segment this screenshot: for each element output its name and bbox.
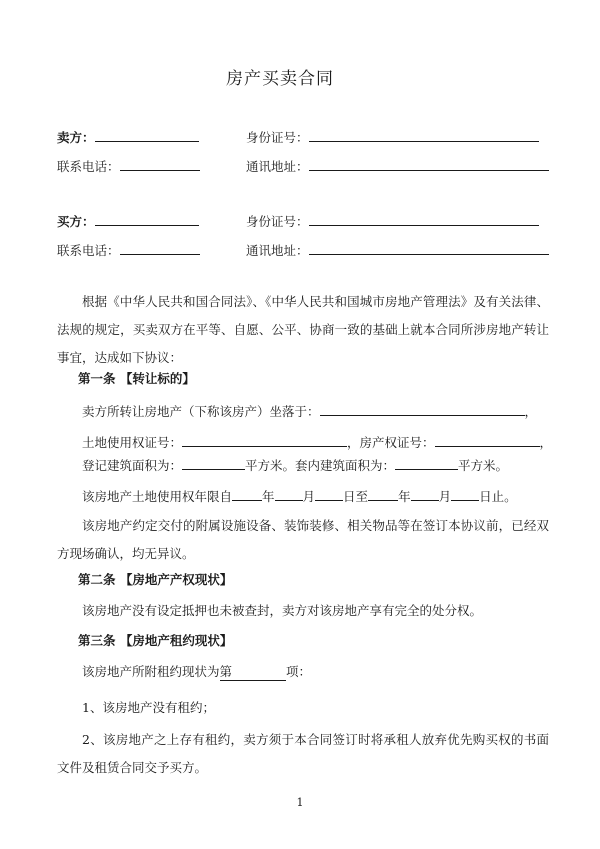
buyer-address-blank[interactable]: [309, 241, 549, 255]
property-cert-blank[interactable]: [435, 433, 540, 447]
seller-id-label: 身份证号：: [246, 130, 309, 145]
day-end-label: 日止。: [479, 489, 517, 504]
buyer-address-label: 通讯地址：: [246, 243, 309, 258]
location-label: 卖方所转让房地产（下称该房产）坐落于：: [82, 404, 320, 419]
end-day-blank[interactable]: [451, 487, 479, 501]
lease-option-2: 2、该房地产之上存有租约，卖方须于本合同签订时将承租人放弃优先购买权的书面文件及租赁合同交予买方。: [57, 732, 549, 775]
month2-label: 月: [438, 489, 452, 504]
lease-status-line: [82, 664, 311, 681]
property-cert-label: ，房产权证号：: [347, 435, 435, 450]
year1-label: 年: [262, 489, 275, 504]
seller-phone-line: [57, 157, 200, 175]
start-day-blank[interactable]: [315, 487, 343, 501]
seller-address-line: [246, 157, 549, 175]
area-label: 登记建筑面积为：: [82, 458, 183, 473]
term-prefix: 该房地产土地使用权年限自: [82, 489, 233, 504]
buyer-id-blank[interactable]: [309, 212, 539, 226]
seller-name-line: [57, 128, 199, 146]
seller-label: 卖方：: [57, 130, 95, 145]
location-blank[interactable]: [320, 402, 525, 416]
start-year-blank[interactable]: [232, 487, 262, 501]
day-to-label: 日至: [343, 489, 369, 504]
document-title: 房产买卖合同: [226, 69, 334, 89]
land-cert-label: 土地使用权证号：: [82, 435, 183, 450]
lease-di-label: 第: [219, 664, 233, 679]
buyer-phone-label: 联系电话：: [57, 243, 120, 258]
year2-label: 年: [398, 489, 411, 504]
seller-address-label: 通讯地址：: [246, 159, 309, 174]
end-month-blank[interactable]: [411, 487, 439, 501]
seller-address-blank[interactable]: [309, 157, 549, 171]
buyer-phone-blank[interactable]: [120, 241, 200, 255]
article2-heading: 第二条 【房地产产权现状】: [78, 572, 233, 587]
area-blank[interactable]: [182, 456, 245, 470]
buyer-name-blank[interactable]: [95, 212, 199, 226]
inner-area-unit: 平方米。: [458, 458, 509, 473]
attachments-paragraph: 该房地产约定交付的附属设施设备、装饰装修、相关物品等在签订本协议前，已经双方现场确认，均无异议。: [57, 518, 549, 561]
article3-heading: 第三条 【房地产租约现状】: [78, 633, 233, 648]
seller-phone-label: 联系电话：: [57, 159, 120, 174]
area-unit: 平方米。: [245, 458, 296, 473]
buyer-phone-line: [57, 241, 200, 259]
buyer-label: 买方：: [57, 214, 95, 229]
buyer-id-line: [246, 212, 539, 230]
page-number: 1: [296, 796, 304, 809]
area-line: [82, 456, 508, 474]
buyer-name-line: [57, 212, 199, 230]
seller-id-blank[interactable]: [309, 128, 539, 142]
lease-option-1: 1、该房地产没有租约；: [82, 700, 215, 715]
article1-heading: 第一条 【转让标的】: [78, 371, 195, 386]
lease-item-label: 项：: [286, 664, 312, 679]
buyer-address-line: [246, 241, 549, 259]
location-line: [82, 402, 537, 420]
inner-area-blank[interactable]: [395, 456, 458, 470]
lease-intro-prefix: 该房地产所附租约现状为: [82, 664, 220, 679]
seller-phone-blank[interactable]: [120, 157, 200, 171]
inner-area-label: 套内建筑面积为：: [295, 458, 396, 473]
lease-item-fill[interactable]: [220, 664, 287, 681]
article2-text: 该房地产没有设定抵押也未被查封，卖方对该房地产享有完全的处分权。: [82, 603, 483, 618]
land-cert-blank[interactable]: [182, 433, 347, 447]
end-year-blank[interactable]: [368, 487, 398, 501]
buyer-id-label: 身份证号：: [246, 214, 309, 229]
seller-id-line: [246, 128, 539, 146]
location-end: ，: [524, 404, 538, 419]
land-term-line: [82, 487, 517, 505]
cert-line: [82, 433, 552, 451]
seller-name-blank[interactable]: [95, 128, 199, 142]
preamble-paragraph: 根据《中华人民共和国合同法》、《中华人民共和国城市房地产管理法》及有关法律、法规的规定，买卖双方在平等、自愿、公平、协商一致的基础上就本合同所涉房地产转让事宜，达成如下协议：: [57, 294, 549, 365]
property-cert-end: ，: [539, 435, 553, 450]
month1-label: 月: [302, 489, 316, 504]
start-month-blank[interactable]: [275, 487, 303, 501]
